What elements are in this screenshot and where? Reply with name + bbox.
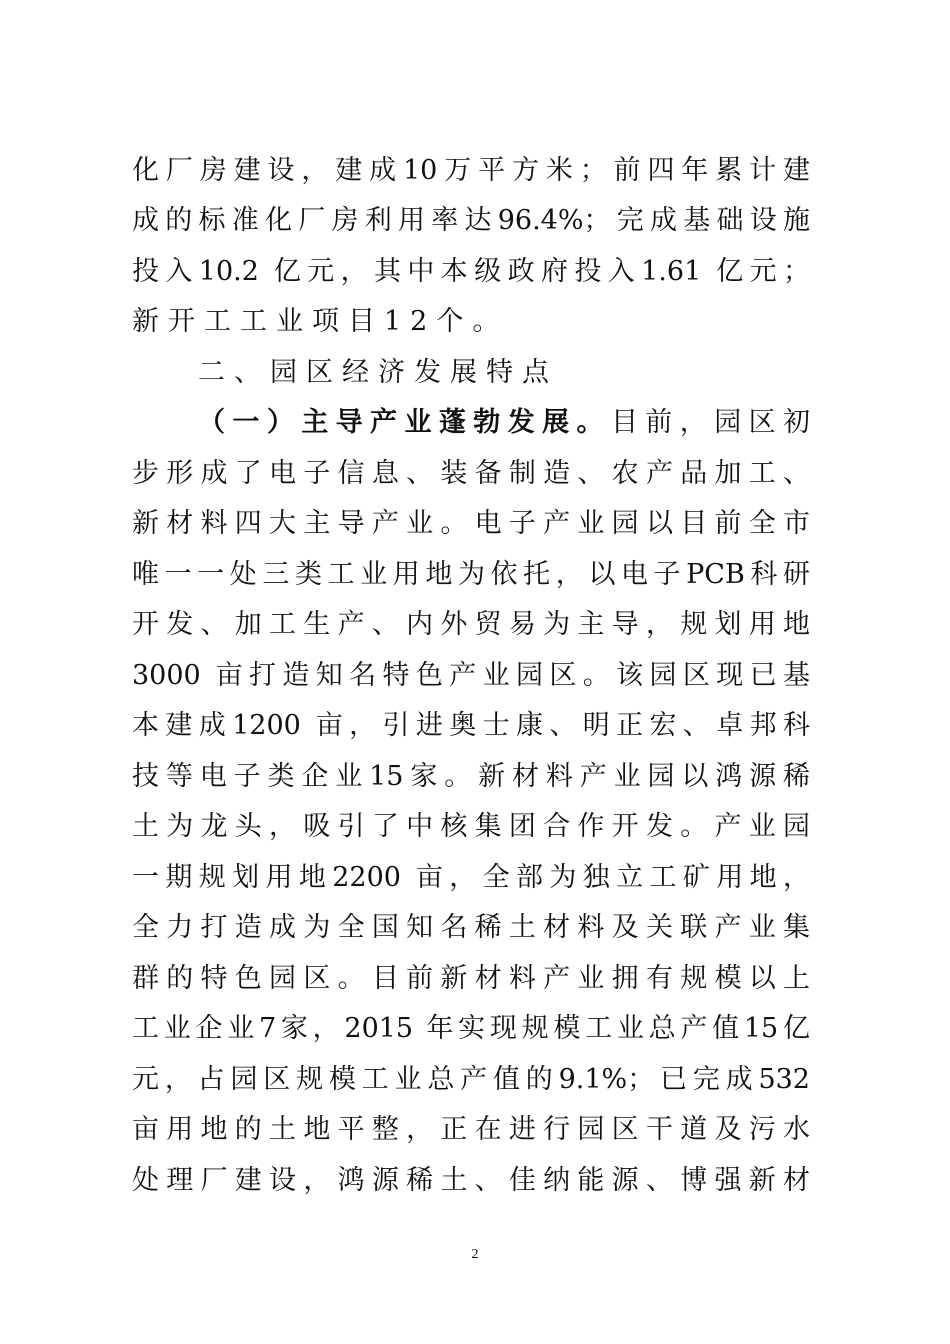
paragraph-line: 处理厂建设，鸿源稀土、佳纳能源、博强新材 <box>132 1165 810 1196</box>
paragraph-line: 技等电子类企业15家。新材料产业园以鸿源稀 <box>132 761 810 792</box>
page-number: 2 <box>471 1247 479 1262</box>
paragraph-line: 工业企业7家，2015 年实现规模工业总产值15亿 <box>132 1013 810 1044</box>
paragraph-line: 本建成1200 亩，引进奥士康、明正宏、卓邦科 <box>132 710 810 741</box>
paragraph-line: 亩用地的土地平整，正在进行园区干道及污水 <box>132 1114 810 1145</box>
section-heading: 二、园区经济发展特点 <box>198 357 558 388</box>
paragraph-line: 成的标准化厂房利用率达96.4%；完成基础设施 <box>132 205 810 236</box>
paragraph-line: 3000 亩打造知名特色产业园区。该园区现已基 <box>132 660 810 691</box>
subsection-first-line <box>198 403 810 443</box>
paragraph-line: 元，占园区规模工业总产值的9.1%；已完成532 <box>132 1064 810 1095</box>
paragraph-line: 一期规划用地2200 亩，全部为独立工矿用地， <box>132 862 810 893</box>
paragraph-line: 土为龙头，吸引了中核集团合作开发。产业园 <box>132 811 810 842</box>
subsection-title: （一）主导产业蓬勃发展。 <box>198 407 611 438</box>
paragraph-line: 开发、加工生产、内外贸易为主导，规划用地 <box>132 609 810 640</box>
paragraph-line: 全力打造成为全国知名稀土材料及关联产业集 <box>132 912 810 943</box>
paragraph-line: 新开工工业项目12个。 <box>132 306 509 337</box>
paragraph-line: 投入10.2 亿元，其中本级政府投入1.61 亿元； <box>132 256 810 287</box>
paragraph-line: 化厂房建设，建成10万平方米；前四年累计建 <box>132 155 810 186</box>
paragraph-line: 步形成了电子信息、装备制造、农产品加工、 <box>132 458 810 489</box>
paragraph-line: 唯一一处三类工业用地为依托，以电子PCB科研 <box>132 559 810 590</box>
paragraph-line: 新材料四大主导产业。电子产业园以目前全市 <box>132 508 810 539</box>
paragraph-line: 群的特色园区。目前新材料产业拥有规模以上 <box>132 963 810 994</box>
subsection-first-line-text: 目前，园区初 <box>610 407 810 438</box>
